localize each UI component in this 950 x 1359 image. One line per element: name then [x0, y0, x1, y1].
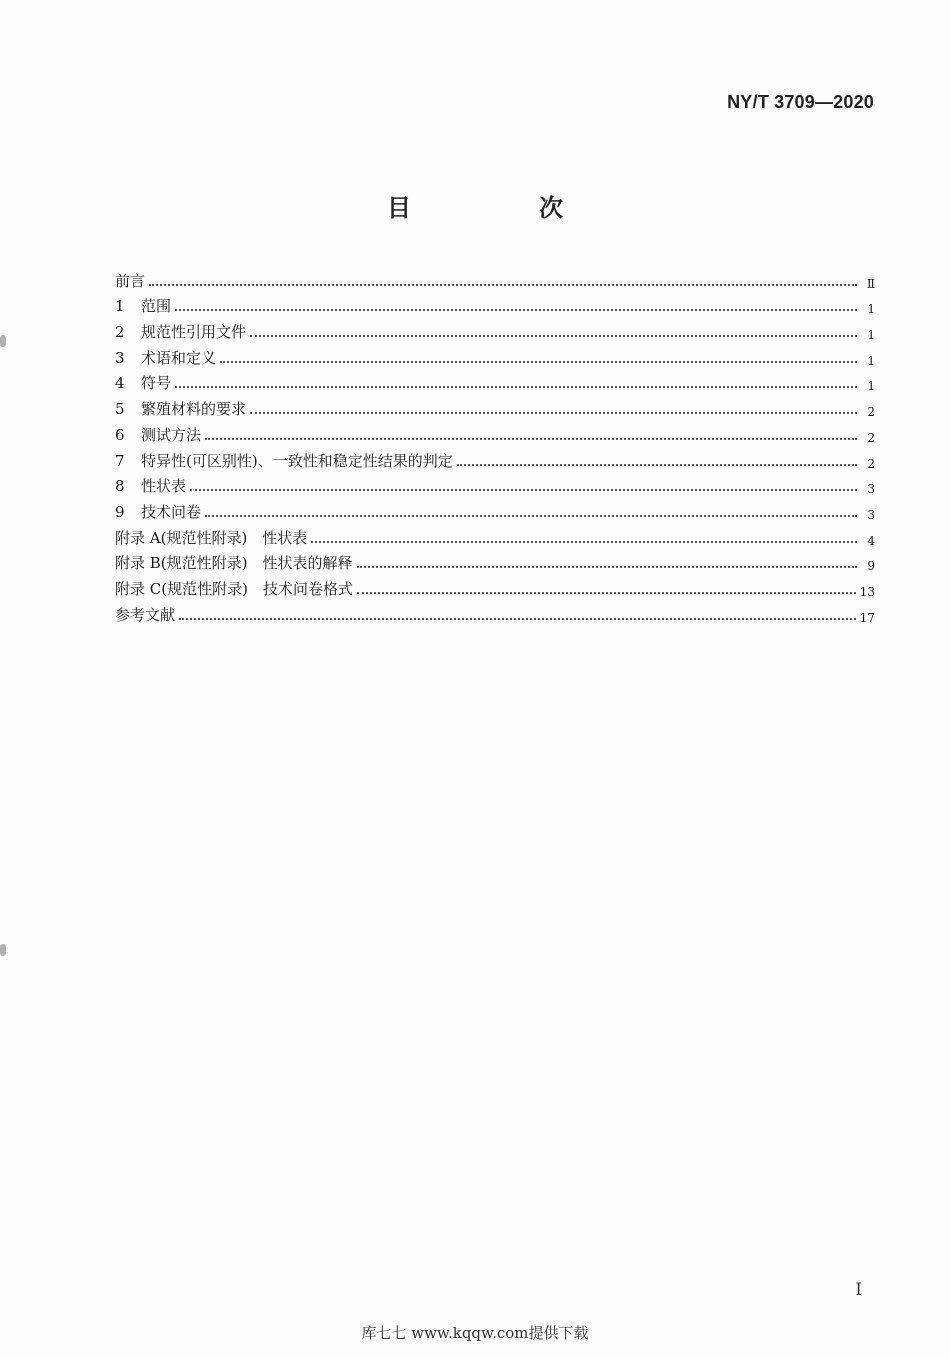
toc-entry[interactable] — [115, 444, 875, 470]
toc-leader-dots — [357, 566, 858, 568]
toc-entry-label: 性状表 — [141, 477, 187, 496]
toc-entry[interactable] — [115, 547, 875, 573]
toc-entry-page: 3 — [867, 507, 875, 522]
toc-entry-label: 范围 — [141, 297, 172, 316]
toc-entry[interactable] — [115, 470, 875, 496]
toc-entry-label: 参考文献 — [115, 605, 176, 624]
toc-entry-page: 1 — [867, 353, 875, 368]
toc-leader-dots — [205, 438, 857, 440]
toc-entry[interactable] — [115, 341, 875, 367]
toc-leader-dots — [357, 592, 856, 594]
toc-leader-dots — [250, 335, 857, 337]
toc-entry-page: 2 — [867, 456, 875, 471]
toc-entry-label: 测试方法 — [141, 425, 202, 444]
toc-entry[interactable] — [115, 572, 875, 598]
toc-entry[interactable] — [115, 264, 875, 290]
toc-leader-dots — [220, 361, 857, 363]
toc-leader-dots — [175, 309, 857, 311]
toc-entry[interactable] — [115, 495, 875, 521]
download-footer: 库七七 www.kqqw.com提供下载 — [361, 1324, 589, 1342]
standard-code: NY/T 3709—2020 — [727, 92, 874, 112]
toc-entry-label: 特异性(可区别性)、一致性和稳定性结果的判定 — [141, 451, 453, 470]
toc-entry-page: 17 — [859, 610, 875, 625]
toc-entry-number: 8 — [115, 477, 125, 496]
toc-entry[interactable] — [115, 598, 875, 624]
toc-entry[interactable] — [115, 315, 875, 341]
toc-entry-page: 4 — [867, 533, 875, 548]
toc-entry-page: 1 — [867, 302, 875, 317]
toc-entry-number: 2 — [115, 323, 125, 342]
toc-entry-page: 13 — [859, 584, 875, 599]
scan-artifact — [0, 335, 6, 347]
toc-entry-label: 术语和定义 — [141, 348, 217, 367]
toc-entry-page: 2 — [867, 405, 875, 420]
toc-entry-page: Ⅱ — [866, 276, 875, 291]
toc-entry-page: 9 — [867, 559, 875, 574]
table-of-contents — [115, 264, 875, 624]
toc-leader-dots — [250, 412, 857, 414]
page-title: 目 次 — [387, 194, 615, 222]
toc-entry-number: 5 — [115, 400, 125, 419]
toc-entry-label: 附录 B(规范性附录) 性状表的解释 — [115, 554, 353, 573]
toc-leader-dots — [311, 541, 857, 543]
toc-entry-label: 符号 — [141, 374, 172, 393]
toc-leader-dots — [205, 515, 857, 517]
toc-entry-page: 2 — [867, 430, 875, 445]
toc-entry-number: 3 — [115, 348, 125, 367]
toc-leader-dots — [190, 489, 857, 491]
scan-artifact — [0, 944, 6, 956]
toc-entry-label: 技术问卷 — [141, 502, 202, 521]
page-number: I — [855, 1280, 862, 1300]
toc-entry[interactable] — [115, 392, 875, 418]
toc-leader-dots — [175, 386, 857, 388]
toc-entry-number: 7 — [115, 451, 125, 470]
toc-entry-number: 1 — [115, 297, 125, 316]
toc-entry-page: 3 — [867, 482, 875, 497]
toc-entry-page: 1 — [867, 328, 875, 343]
toc-entry[interactable] — [115, 290, 875, 316]
toc-entry-label: 繁殖材料的要求 — [141, 400, 247, 419]
toc-entry[interactable] — [115, 367, 875, 393]
toc-entry[interactable] — [115, 521, 875, 547]
toc-leader-dots — [457, 464, 857, 466]
toc-entry-label: 附录 C(规范性附录) 技术问卷格式 — [115, 579, 353, 598]
toc-entry-page: 1 — [867, 379, 875, 394]
toc-entry-number: 9 — [115, 502, 125, 521]
toc-entry-label: 前言 — [115, 271, 146, 290]
toc-leader-dots — [149, 284, 857, 286]
toc-entry[interactable] — [115, 418, 875, 444]
toc-entry-number: 4 — [115, 374, 125, 393]
toc-leader-dots — [179, 618, 856, 620]
toc-entry-label: 附录 A(规范性附录) 性状表 — [115, 528, 308, 547]
toc-entry-number: 6 — [115, 425, 125, 444]
toc-entry-label: 规范性引用文件 — [141, 323, 247, 342]
